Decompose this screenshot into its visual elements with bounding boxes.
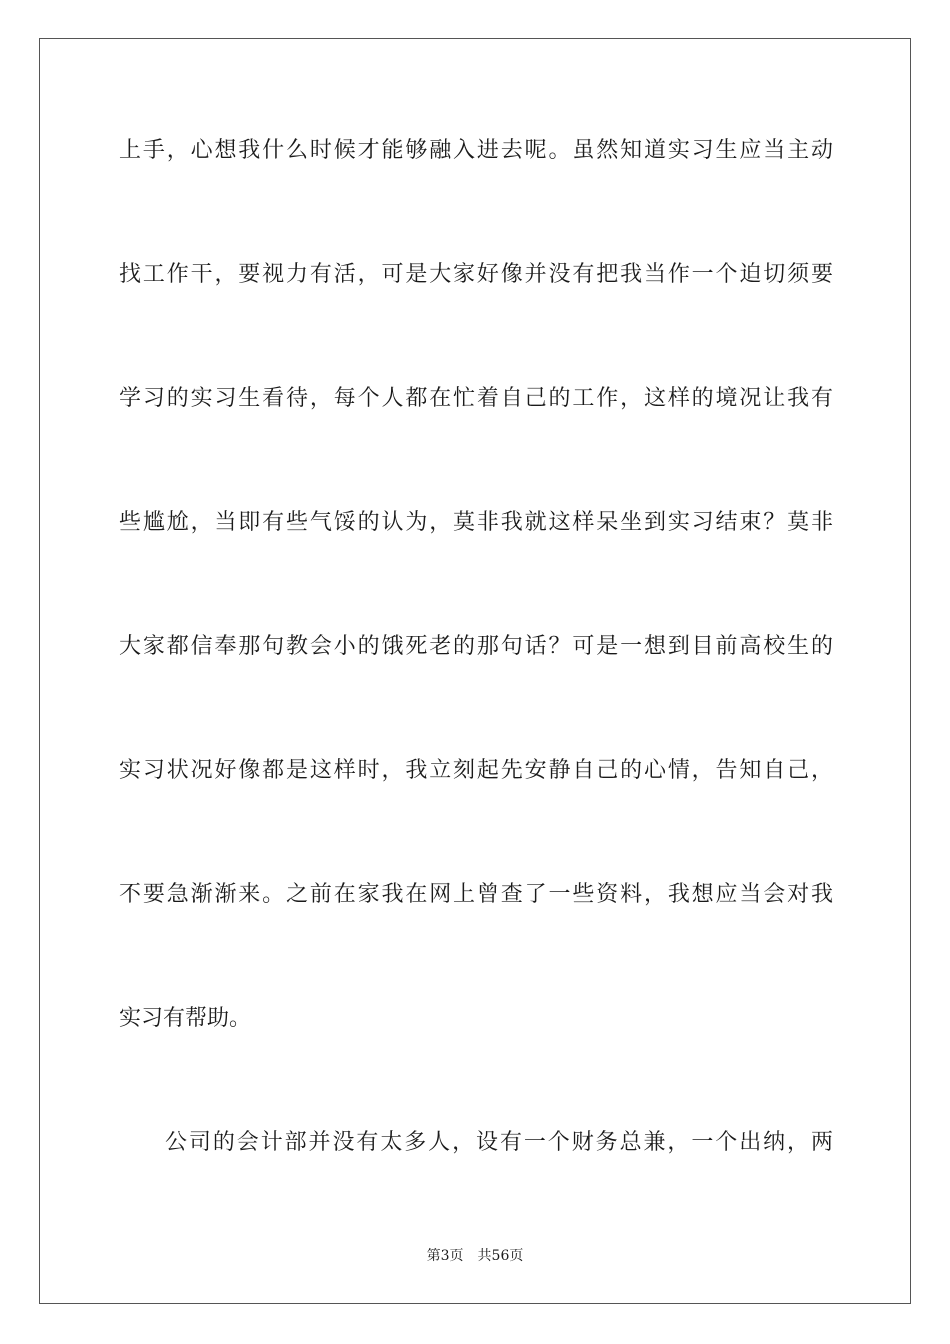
body-line-2: 找工作干，要视力有活，可是大家好像并没有把我当作一个迫切须要: [119, 262, 833, 287]
body-line-8: 实习有帮助。: [119, 1006, 252, 1031]
body-line-5: 大家都信奉那句教会小的饿死老的那句话？可是一想到目前高校生的: [119, 634, 833, 659]
body-line-1: 上手，心想我什么时候才能够融入进去呢。虽然知道实习生应当主动: [119, 138, 833, 163]
body-line-9: 公司的会计部并没有太多人，设有一个财务总兼，一个出纳，两: [165, 1130, 833, 1155]
page-number-footer: 第3页 共56页: [426, 1248, 524, 1264]
body-line-4: 些尴尬，当即有些气馁的认为，莫非我就这样呆坐到实习结束？莫非: [119, 510, 833, 535]
document-page: [39, 38, 911, 1304]
body-line-3: 学习的实习生看待，每个人都在忙着自己的工作，这样的境况让我有: [119, 386, 833, 411]
body-line-6: 实习状况好像都是这样时，我立刻起先安静自己的心情，告知自己，: [119, 758, 833, 783]
body-line-7: 不要急渐渐来。之前在家我在网上曾查了一些资料，我想应当会对我: [119, 882, 833, 907]
